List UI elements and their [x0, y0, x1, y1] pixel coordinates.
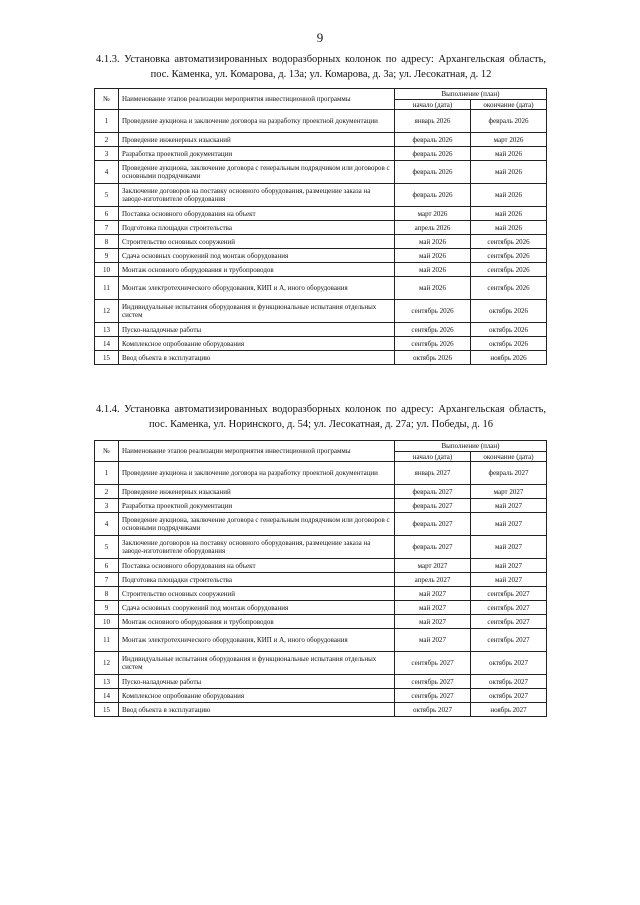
end-date: май 2027 — [471, 536, 547, 559]
row-number: 11 — [95, 277, 119, 300]
stage-name: Монтаж основного оборудования и трубопроводов — [119, 263, 395, 277]
start-date: октябрь 2027 — [395, 703, 471, 717]
row-number: 2 — [95, 485, 119, 499]
section-heading — [96, 52, 546, 82]
stage-name: Проведение аукциона, заключение договора с генеральным подрядчиком или договоров с основными подрядчиками — [119, 513, 395, 536]
row-number: 1 — [95, 462, 119, 485]
row-number: 9 — [95, 249, 119, 263]
row-number: 12 — [95, 652, 119, 675]
table-row — [95, 249, 547, 263]
stage-name: Ввод объекта в эксплуатацию — [119, 351, 395, 365]
row-number: 6 — [95, 559, 119, 573]
start-date: февраль 2027 — [395, 513, 471, 536]
table-row — [95, 161, 547, 184]
stage-name: Заключение договоров на поставку основного оборудования, размещение заказа на заводе-изготовителе оборудования — [119, 536, 395, 559]
end-date: май 2027 — [471, 513, 547, 536]
stage-name: Монтаж электротехнического оборудования, КИП и А, иного оборудования — [119, 277, 395, 300]
end-date: сентябрь 2026 — [471, 263, 547, 277]
end-date: март 2026 — [471, 133, 547, 147]
table-row — [95, 587, 547, 601]
stage-name: Строительство основных сооружений — [119, 587, 395, 601]
table-row — [95, 573, 547, 587]
end-date: май 2027 — [471, 559, 547, 573]
start-date: сентябрь 2026 — [395, 337, 471, 351]
stage-name: Проведение инженерных изысканий — [119, 485, 395, 499]
row-number: 8 — [95, 587, 119, 601]
row-number: 15 — [95, 351, 119, 365]
end-date: сентябрь 2027 — [471, 601, 547, 615]
start-date: май 2027 — [395, 615, 471, 629]
table-row — [95, 703, 547, 717]
table-row — [95, 485, 547, 499]
section-heading-line2: пос. Каменка, ул. Комарова, д. 13а; ул. Комарова, д. 3а; ул. Лесокатная, д. 12 — [150, 69, 492, 80]
start-date: февраль 2026 — [395, 133, 471, 147]
end-date: октябрь 2027 — [471, 689, 547, 703]
row-number: 9 — [95, 601, 119, 615]
stage-name: Проведение аукциона и заключение договора на разработку проектной документации — [119, 462, 395, 485]
section-heading-line2: пос. Каменка, ул. Норинского, д. 54; ул. Лесокатная, д. 27а; ул. Победы, д. 16 — [149, 419, 493, 430]
row-number: 6 — [95, 207, 119, 221]
stage-name: Комплексное опробование оборудования — [119, 689, 395, 703]
stage-name: Пуско-наладочные работы — [119, 675, 395, 689]
end-date: октябрь 2026 — [471, 337, 547, 351]
table-row — [95, 513, 547, 536]
table-row — [95, 351, 547, 365]
header-end: окончание (дата) — [471, 452, 547, 462]
table-row — [95, 323, 547, 337]
row-number: 4 — [95, 161, 119, 184]
row-number: 13 — [95, 675, 119, 689]
start-date: март 2026 — [395, 207, 471, 221]
table-row — [95, 615, 547, 629]
start-date: февраль 2026 — [395, 161, 471, 184]
start-date: февраль 2026 — [395, 184, 471, 207]
stage-name: Разработка проектной документации — [119, 499, 395, 513]
stage-name: Подготовка площадки строительства — [119, 573, 395, 587]
start-date: январь 2027 — [395, 462, 471, 485]
start-date: сентябрь 2026 — [395, 300, 471, 323]
stage-name: Строительство основных сооружений — [119, 235, 395, 249]
stage-name: Пуско-наладочные работы — [119, 323, 395, 337]
start-date: январь 2026 — [395, 110, 471, 133]
stage-name: Индивидуальные испытания оборудования и функциональные испытания отдельных систем — [119, 652, 395, 675]
start-date: май 2027 — [395, 601, 471, 615]
end-date: май 2026 — [471, 147, 547, 161]
end-date: октябрь 2027 — [471, 675, 547, 689]
table-row — [95, 629, 547, 652]
start-date: февраль 2027 — [395, 499, 471, 513]
end-date: май 2027 — [471, 499, 547, 513]
end-date: май 2026 — [471, 221, 547, 235]
start-date: май 2027 — [395, 629, 471, 652]
schedule-table — [94, 440, 547, 717]
stage-name: Разработка проектной документации — [119, 147, 395, 161]
stage-name: Поставка основного оборудования на объект — [119, 207, 395, 221]
row-number: 1 — [95, 110, 119, 133]
table-row — [95, 462, 547, 485]
start-date: март 2027 — [395, 559, 471, 573]
table-row — [95, 110, 547, 133]
end-date: сентябрь 2027 — [471, 587, 547, 601]
row-number: 5 — [95, 536, 119, 559]
end-date: май 2026 — [471, 207, 547, 221]
row-number: 2 — [95, 133, 119, 147]
table-row — [95, 337, 547, 351]
table-row — [95, 536, 547, 559]
header-execution: Выполнение (план) — [395, 89, 547, 100]
start-date: февраль 2027 — [395, 485, 471, 499]
end-date: октябрь 2026 — [471, 300, 547, 323]
page-number: 9 — [316, 30, 324, 45]
end-date: сентябрь 2026 — [471, 235, 547, 249]
stage-name: Заключение договоров на поставку основного оборудования, размещение заказа на заводе-изготовителе оборудования — [119, 184, 395, 207]
stage-name: Монтаж основного оборудования и трубопроводов — [119, 615, 395, 629]
table-row — [95, 235, 547, 249]
header-end: окончание (дата) — [471, 100, 547, 110]
start-date: апрель 2026 — [395, 221, 471, 235]
end-date: сентябрь 2027 — [471, 629, 547, 652]
stage-name: Ввод объекта в эксплуатацию — [119, 703, 395, 717]
row-number: 10 — [95, 263, 119, 277]
start-date: май 2026 — [395, 235, 471, 249]
start-date: май 2026 — [395, 263, 471, 277]
row-number: 3 — [95, 147, 119, 161]
table-row — [95, 689, 547, 703]
section-heading-line1: 4.1.4. Установка автоматизированных водоразборных колонок по адресу: Архангельская область, — [96, 404, 546, 415]
table-row — [95, 675, 547, 689]
start-date: апрель 2027 — [395, 573, 471, 587]
end-date: май 2026 — [471, 184, 547, 207]
row-number: 7 — [95, 221, 119, 235]
header-start: начало (дата) — [395, 452, 471, 462]
row-number: 3 — [95, 499, 119, 513]
table-row — [95, 147, 547, 161]
row-number: 8 — [95, 235, 119, 249]
header-name: Наименование этапов реализации мероприятия инвестиционной программы — [119, 89, 395, 110]
table-row — [95, 652, 547, 675]
start-date: февраль 2026 — [395, 147, 471, 161]
stage-name: Сдача основных сооружений под монтаж оборудования — [119, 249, 395, 263]
stage-name: Поставка основного оборудования на объект — [119, 559, 395, 573]
table-row — [95, 499, 547, 513]
start-date: сентябрь 2027 — [395, 689, 471, 703]
table-row — [95, 133, 547, 147]
table-row — [95, 263, 547, 277]
table-row — [95, 221, 547, 235]
table-row — [95, 300, 547, 323]
header-start: начало (дата) — [395, 100, 471, 110]
schedule-table — [94, 88, 547, 365]
end-date: май 2027 — [471, 573, 547, 587]
table-row — [95, 184, 547, 207]
table-row — [95, 559, 547, 573]
row-number: 14 — [95, 689, 119, 703]
row-number: 5 — [95, 184, 119, 207]
stage-name: Проведение аукциона и заключение договора на разработку проектной документации — [119, 110, 395, 133]
row-number: 12 — [95, 300, 119, 323]
start-date: сентябрь 2026 — [395, 323, 471, 337]
section-heading-line1: 4.1.3. Установка автоматизированных водоразборных колонок по адресу: Архангельская область, — [96, 54, 546, 65]
section-heading — [96, 402, 546, 432]
row-number: 15 — [95, 703, 119, 717]
row-number: 10 — [95, 615, 119, 629]
start-date: май 2027 — [395, 587, 471, 601]
table-row — [95, 207, 547, 221]
end-date: февраль 2027 — [471, 462, 547, 485]
stage-name: Подготовка площадки строительства — [119, 221, 395, 235]
stage-name: Индивидуальные испытания оборудования и функциональные испытания отдельных систем — [119, 300, 395, 323]
start-date: май 2026 — [395, 277, 471, 300]
header-num: № — [95, 441, 119, 462]
table-row — [95, 601, 547, 615]
end-date: сентябрь 2027 — [471, 615, 547, 629]
end-date: октябрь 2026 — [471, 323, 547, 337]
header-num: № — [95, 89, 119, 110]
row-number: 7 — [95, 573, 119, 587]
header-name: Наименование этапов реализации мероприятия инвестиционной программы — [119, 441, 395, 462]
end-date: сентябрь 2026 — [471, 249, 547, 263]
stage-name: Проведение инженерных изысканий — [119, 133, 395, 147]
end-date: ноябрь 2027 — [471, 703, 547, 717]
end-date: ноябрь 2026 — [471, 351, 547, 365]
stage-name: Проведение аукциона, заключение договора с генеральным подрядчиком или договоров с основными подрядчиками — [119, 161, 395, 184]
end-date: март 2027 — [471, 485, 547, 499]
start-date: май 2026 — [395, 249, 471, 263]
row-number: 11 — [95, 629, 119, 652]
end-date: сентябрь 2026 — [471, 277, 547, 300]
start-date: октябрь 2026 — [395, 351, 471, 365]
end-date: октябрь 2027 — [471, 652, 547, 675]
stage-name: Комплексное опробование оборудования — [119, 337, 395, 351]
table-row — [95, 277, 547, 300]
row-number: 13 — [95, 323, 119, 337]
stage-name: Сдача основных сооружений под монтаж оборудования — [119, 601, 395, 615]
row-number: 14 — [95, 337, 119, 351]
start-date: сентябрь 2027 — [395, 675, 471, 689]
start-date: сентябрь 2027 — [395, 652, 471, 675]
start-date: февраль 2027 — [395, 536, 471, 559]
end-date: февраль 2026 — [471, 110, 547, 133]
header-execution: Выполнение (план) — [395, 441, 547, 452]
row-number: 4 — [95, 513, 119, 536]
stage-name: Монтаж электротехнического оборудования, КИП и А, иного оборудования — [119, 629, 395, 652]
end-date: май 2026 — [471, 161, 547, 184]
